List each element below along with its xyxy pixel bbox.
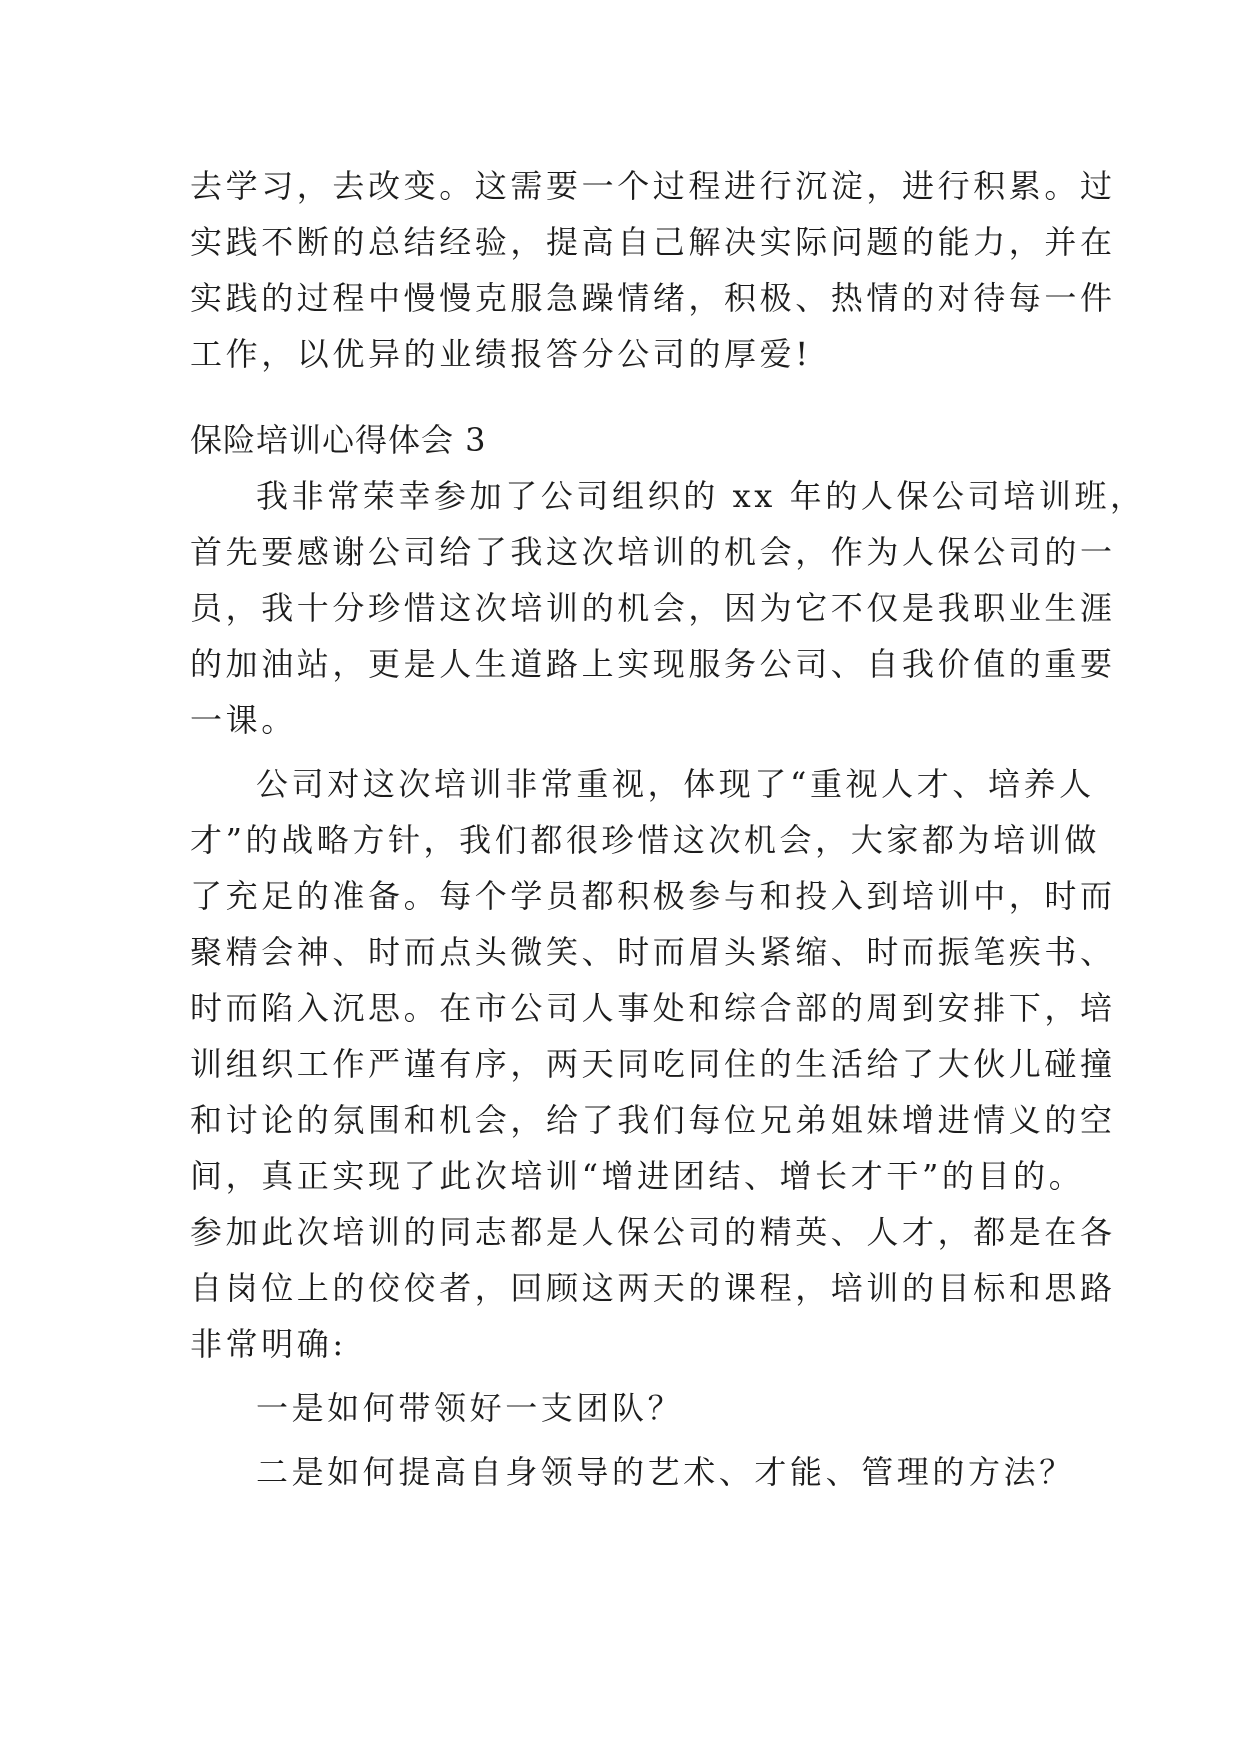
text-line: 工作，以优异的业绩报答分公司的厚爱! <box>190 335 812 373</box>
section-heading: 保险培训心得体会 3 <box>190 421 487 459</box>
text-line: 员，我十分珍惜这次培训的机会，因为它不仅是我职业生涯 <box>190 589 1116 627</box>
text-line: 时而陷入沉思。在市公司人事处和综合部的周到安排下，培 <box>190 989 1116 1027</box>
text-line: 实践的过程中慢慢克服急躁情绪，积极、热情的对待每一件 <box>190 279 1116 317</box>
text-line: 实践不断的总结经验，提高自己解决实际问题的能力，并在 <box>190 223 1116 261</box>
list-item: 一是如何带领好一支团队？ <box>256 1389 684 1427</box>
text-line: 的加油站，更是人生道路上实现服务公司、自我价值的重要 <box>190 645 1116 683</box>
text-line: 我非常荣幸参加了公司组织的 xx 年的人保公司培训班， <box>256 477 1146 515</box>
text-line: 自岗位上的佼佼者，回顾这两天的课程，培训的目标和思路 <box>190 1269 1116 1307</box>
text-line: 聚精会神、时而点头微笑、时而眉头紧缩、时而振笔疾书、 <box>190 933 1116 971</box>
list-item: 二是如何提高自身领导的艺术、才能、管理的方法？ <box>256 1453 1075 1491</box>
text-line: 训组织工作严谨有序，两天同吃同住的生活给了大伙儿碰撞 <box>190 1045 1116 1083</box>
text-line: 公司对这次培训非常重视，体现了“重视人才、培养人 <box>256 765 1095 803</box>
text-line: 了充足的准备。每个学员都积极参与和投入到培训中，时而 <box>190 877 1116 915</box>
text-line: 一课。 <box>190 701 297 739</box>
text-line: 才”的战略方针，我们都很珍惜这次机会，大家都为培训做 <box>190 821 1100 859</box>
text-line: 非常明确: <box>190 1325 347 1363</box>
text-line: 去学习，去改变。这需要一个过程进行沉淀，进行积累。过 <box>190 167 1116 205</box>
document-body <box>190 158 1146 1500</box>
text-line: 参加此次培训的同志都是人保公司的精英、人才，都是在各 <box>190 1213 1116 1251</box>
text-line: 和讨论的氛围和机会，给了我们每位兄弟姐妹增进情义的空 <box>190 1101 1116 1139</box>
text-line: 首先要感谢公司给了我这次培训的机会，作为人保公司的一 <box>190 533 1116 571</box>
text-line: 间，真正实现了此次培训“增进团结、增长才干”的目的。 <box>190 1157 1085 1195</box>
